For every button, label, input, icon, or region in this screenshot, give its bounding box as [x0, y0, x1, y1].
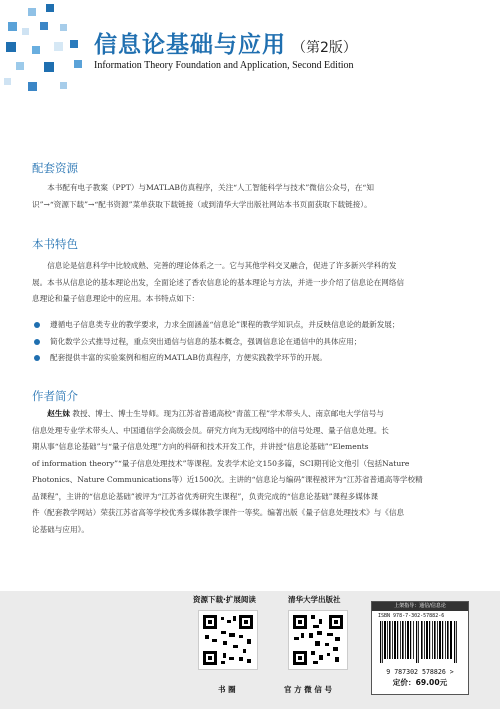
price-label: 定价：69.00元 — [392, 678, 448, 687]
decor-square — [28, 82, 37, 91]
bullet-dot-icon — [34, 339, 40, 345]
features-line: 息理论和量子信息理论中的应用。本书特点如下： — [32, 294, 200, 303]
bullet-text: 简化数学公式推导过程，重点突出通信与信息的基本概念，强调信息论在通信中的具体应用； — [50, 336, 362, 346]
decor-square — [44, 62, 54, 72]
bullet-dot-icon — [34, 355, 40, 361]
book-title — [94, 26, 357, 59]
barcode-icon — [372, 619, 468, 663]
resources-line: 本书配有电子教案（PPT）与MATLAB仿真程序，关注“人工智能科学与技术”微信公众号，在“知 — [47, 183, 374, 192]
decor-square — [74, 60, 82, 68]
qr-pattern — [199, 611, 257, 669]
bullet-item — [34, 334, 474, 351]
features-line: 展。本书从信息论的基本理论出发，全面论述了香农信息论的基本理论与方法，并进一步介绍了信息论在网络信 — [32, 277, 405, 287]
resources-heading: 配套资源 — [32, 161, 78, 175]
author-paragraph — [32, 406, 468, 538]
decor-square — [28, 8, 36, 16]
decor-square — [22, 28, 29, 35]
qr2-caption: 官 方 微 信 号 — [284, 685, 332, 694]
bullet-item — [34, 317, 474, 334]
decor-square — [8, 22, 17, 31]
title-edition: （第2版） — [292, 40, 357, 56]
title-english: Information Theory Foundation and Application, Second Edition — [94, 60, 354, 71]
decor-square — [4, 78, 11, 85]
decor-square — [60, 24, 67, 31]
author-line: 期从事“信息论基础”与“量子信息处理”方向的科研和技术开发工作，并讲授“信息论基础”“Elements — [32, 442, 369, 451]
author-line: of information theory”“量子信息处理技术”等课程。发表学术论文150多篇，SCI期刊论文他引（包括Nature — [32, 458, 410, 468]
qr1-caption: 书 圈 — [218, 685, 236, 694]
decor-square — [16, 62, 24, 70]
barcode-box — [371, 601, 469, 695]
shelving-guide: 上架指导：通信/信息论 — [372, 602, 468, 611]
decor-square — [70, 40, 78, 48]
author-name: 赵生妹 — [47, 409, 70, 418]
qr1-label: 资源下载·扩展阅读 — [193, 595, 256, 604]
author-line: 信息处理专业学术带头人、中国通信学会高级会员。研究方向为无线网络中的信号处理、量子信息处理。长 — [32, 425, 389, 435]
author-line: 品课程”，主讲的“信息论基础”被评为“江苏省优秀研究生课程”，负责完成的“信息论基础”课程多媒体课 — [32, 491, 379, 501]
decor-square — [40, 22, 48, 30]
author-line: 件（配套教学网站）荣获江苏省高等学校优秀多媒体教学课件一等奖。编著出版《量子信息处理技术》与《信息 — [32, 508, 405, 517]
publisher-name: 清华大学出版社 — [288, 595, 341, 604]
author-line: 论基础与应用》。 — [32, 524, 89, 534]
features-bullets — [34, 317, 474, 367]
bullet-item — [34, 350, 474, 367]
barcode-number: 9 787302 578826 > — [386, 668, 454, 676]
decor-square — [60, 82, 67, 89]
qr-code-icon — [198, 610, 258, 670]
author-heading: 作者简介 — [32, 389, 78, 403]
features-line: 信息论是信息科学中比较成熟、完善的理论体系之一。它与其他学科交叉融合，促进了许多新兴学科的发 — [47, 261, 397, 270]
decor-square — [54, 42, 63, 51]
decor-square — [46, 4, 54, 12]
features-paragraph — [32, 258, 468, 308]
author-line-text: 教授、博士、博士生导师。现为江苏省普通高校“青蓝工程”学术带头人、南京邮电大学信号与 — [69, 409, 384, 418]
corner-decoration — [0, 0, 90, 100]
features-heading: 本书特色 — [32, 237, 78, 251]
author-line — [32, 406, 468, 423]
bullet-text: 遵循电子信息类专业的教学要求，力求全面涵盖“信息论”课程的教学知识点，并反映信息论的最新发展； — [50, 320, 400, 329]
title-chinese: 信息论基础与应用 — [94, 32, 286, 58]
resources-paragraph — [32, 180, 468, 213]
bullet-text: 配套提供丰富的实验案例和相应的MATLAB仿真程序，方便实践教学环节的开展。 — [50, 353, 328, 362]
qr-pattern — [289, 611, 347, 669]
bullet-dot-icon — [34, 322, 40, 328]
resources-line: 识”→“资源下载”→“配书资源”菜单获取下载链接（或到清华大学出版社网站本书页面获取下载链接）。 — [32, 199, 372, 209]
isbn-text: ISBN 978-7-302-57882-6 — [378, 613, 445, 619]
author-line: Photonics、Nature Communications等）近1500次。主讲的“信息论与编码”课程被评为“江苏省普通高等学校精 — [32, 475, 423, 484]
qr-code-icon — [288, 610, 348, 670]
decor-square — [32, 46, 40, 54]
decor-square — [6, 42, 16, 52]
